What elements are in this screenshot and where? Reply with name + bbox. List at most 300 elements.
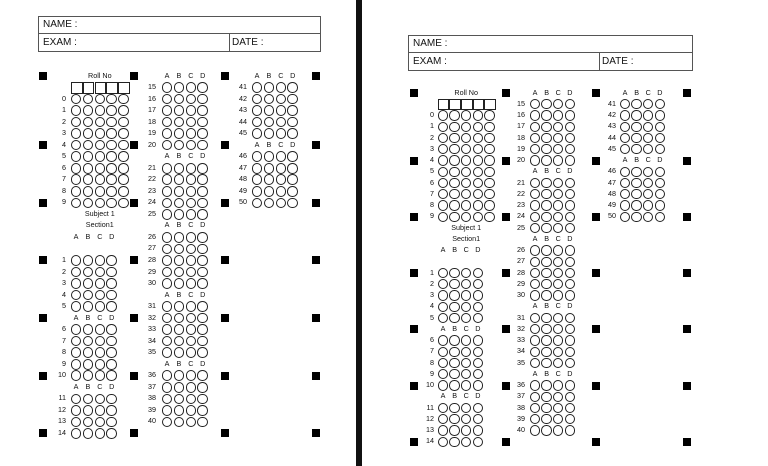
- question-49-bubble-a[interactable]: [252, 186, 263, 197]
- question-39-bubble-d[interactable]: [565, 414, 575, 424]
- roll-bubble[interactable]: [118, 151, 129, 162]
- question-17-bubble-a[interactable]: [162, 105, 173, 116]
- roll-bubble[interactable]: [438, 200, 448, 210]
- question-33-bubble-b[interactable]: [541, 335, 551, 345]
- question-12-bubble-c[interactable]: [95, 405, 106, 416]
- question-35-bubble-b[interactable]: [541, 358, 551, 368]
- roll-bubble[interactable]: [106, 186, 117, 197]
- question-28-bubble-c[interactable]: [553, 268, 563, 278]
- question-49-bubble-b[interactable]: [264, 186, 275, 197]
- question-8-bubble-c[interactable]: [95, 347, 106, 358]
- question-42-bubble-a[interactable]: [252, 94, 263, 105]
- question-10-bubble-b[interactable]: [449, 380, 459, 390]
- question-47-bubble-d[interactable]: [655, 178, 665, 188]
- question-7-bubble-a[interactable]: [71, 336, 82, 347]
- roll-bubble[interactable]: [473, 122, 483, 132]
- roll-entry-box[interactable]: [71, 82, 83, 94]
- question-1-bubble-b[interactable]: [83, 255, 94, 266]
- question-50-bubble-c[interactable]: [643, 212, 653, 222]
- question-39-bubble-c[interactable]: [553, 414, 563, 424]
- question-37-bubble-a[interactable]: [530, 392, 540, 402]
- question-1-bubble-d[interactable]: [106, 255, 117, 266]
- question-38-bubble-c[interactable]: [186, 394, 197, 405]
- question-29-bubble-b[interactable]: [174, 267, 185, 278]
- question-48-bubble-c[interactable]: [643, 189, 653, 199]
- question-29-bubble-c[interactable]: [553, 279, 563, 289]
- question-49-bubble-c[interactable]: [276, 186, 287, 197]
- roll-bubble[interactable]: [106, 94, 117, 105]
- roll-bubble[interactable]: [438, 155, 448, 165]
- question-27-bubble-d[interactable]: [565, 257, 575, 267]
- question-6-bubble-c[interactable]: [95, 324, 106, 335]
- question-15-bubble-d[interactable]: [565, 99, 575, 109]
- question-18-bubble-b[interactable]: [174, 117, 185, 128]
- question-33-bubble-d[interactable]: [197, 324, 208, 335]
- roll-bubble[interactable]: [484, 212, 494, 222]
- question-14-bubble-c[interactable]: [461, 437, 471, 447]
- question-5-bubble-b[interactable]: [83, 301, 94, 312]
- question-23-bubble-c[interactable]: [553, 200, 563, 210]
- question-22-bubble-a[interactable]: [162, 174, 173, 185]
- question-2-bubble-c[interactable]: [95, 267, 106, 278]
- roll-bubble[interactable]: [438, 122, 448, 132]
- question-43-bubble-a[interactable]: [620, 122, 630, 132]
- question-31-bubble-d[interactable]: [197, 301, 208, 312]
- question-39-bubble-a[interactable]: [530, 414, 540, 424]
- question-26-bubble-a[interactable]: [162, 232, 173, 243]
- roll-bubble[interactable]: [473, 167, 483, 177]
- question-8-bubble-d[interactable]: [106, 347, 117, 358]
- roll-bubble[interactable]: [106, 105, 117, 116]
- roll-bubble[interactable]: [118, 186, 129, 197]
- roll-bubble[interactable]: [461, 144, 471, 154]
- question-8-bubble-b[interactable]: [83, 347, 94, 358]
- question-45-bubble-d[interactable]: [655, 144, 665, 154]
- roll-bubble[interactable]: [461, 167, 471, 177]
- question-18-bubble-b[interactable]: [541, 133, 551, 143]
- question-21-bubble-c[interactable]: [553, 178, 563, 188]
- question-19-bubble-b[interactable]: [174, 128, 185, 139]
- question-14-bubble-c[interactable]: [95, 428, 106, 439]
- question-50-bubble-b[interactable]: [631, 212, 641, 222]
- question-33-bubble-d[interactable]: [565, 335, 575, 345]
- roll-bubble[interactable]: [118, 174, 129, 185]
- question-36-bubble-d[interactable]: [565, 380, 575, 390]
- question-14-bubble-d[interactable]: [473, 437, 483, 447]
- roll-bubble[interactable]: [473, 144, 483, 154]
- question-24-bubble-c[interactable]: [186, 198, 197, 209]
- question-21-bubble-d[interactable]: [565, 178, 575, 188]
- question-16-bubble-b[interactable]: [541, 110, 551, 120]
- question-15-bubble-c[interactable]: [553, 99, 563, 109]
- question-3-bubble-a[interactable]: [71, 278, 82, 289]
- roll-bubble[interactable]: [449, 144, 459, 154]
- question-7-bubble-b[interactable]: [449, 347, 459, 357]
- question-24-bubble-d[interactable]: [565, 212, 575, 222]
- question-22-bubble-c[interactable]: [186, 174, 197, 185]
- question-16-bubble-b[interactable]: [174, 94, 185, 105]
- question-35-bubble-a[interactable]: [162, 347, 173, 358]
- question-40-bubble-d[interactable]: [565, 425, 575, 435]
- roll-bubble[interactable]: [484, 144, 494, 154]
- question-6-bubble-c[interactable]: [461, 335, 471, 345]
- question-38-bubble-d[interactable]: [197, 394, 208, 405]
- question-38-bubble-c[interactable]: [553, 403, 563, 413]
- question-48-bubble-a[interactable]: [620, 189, 630, 199]
- question-18-bubble-c[interactable]: [186, 117, 197, 128]
- question-29-bubble-a[interactable]: [530, 279, 540, 289]
- question-9-bubble-a[interactable]: [438, 369, 448, 379]
- question-28-bubble-c[interactable]: [186, 255, 197, 266]
- question-47-bubble-c[interactable]: [276, 163, 287, 174]
- question-11-bubble-a[interactable]: [438, 403, 448, 413]
- question-45-bubble-c[interactable]: [276, 128, 287, 139]
- roll-bubble[interactable]: [449, 155, 459, 165]
- question-27-bubble-a[interactable]: [162, 244, 173, 255]
- question-7-bubble-d[interactable]: [473, 347, 483, 357]
- question-37-bubble-c[interactable]: [186, 382, 197, 393]
- roll-entry-box[interactable]: [484, 99, 496, 110]
- question-4-bubble-b[interactable]: [83, 290, 94, 301]
- question-8-bubble-a[interactable]: [71, 347, 82, 358]
- question-6-bubble-d[interactable]: [106, 324, 117, 335]
- question-17-bubble-c[interactable]: [186, 105, 197, 116]
- roll-bubble[interactable]: [106, 140, 117, 151]
- question-28-bubble-d[interactable]: [565, 268, 575, 278]
- roll-bubble[interactable]: [83, 117, 94, 128]
- question-4-bubble-b[interactable]: [449, 302, 459, 312]
- roll-bubble[interactable]: [438, 178, 448, 188]
- question-6-bubble-b[interactable]: [83, 324, 94, 335]
- question-46-bubble-d[interactable]: [655, 167, 665, 177]
- question-43-bubble-a[interactable]: [252, 105, 263, 116]
- question-26-bubble-a[interactable]: [530, 245, 540, 255]
- question-20-bubble-b[interactable]: [174, 140, 185, 151]
- question-15-bubble-c[interactable]: [186, 82, 197, 93]
- question-11-bubble-a[interactable]: [71, 394, 82, 405]
- roll-bubble[interactable]: [71, 94, 82, 105]
- question-20-bubble-a[interactable]: [530, 155, 540, 165]
- question-29-bubble-d[interactable]: [565, 279, 575, 289]
- question-6-bubble-a[interactable]: [71, 324, 82, 335]
- question-15-bubble-d[interactable]: [197, 82, 208, 93]
- question-23-bubble-a[interactable]: [162, 186, 173, 197]
- question-10-bubble-c[interactable]: [95, 370, 106, 381]
- question-2-bubble-a[interactable]: [438, 279, 448, 289]
- question-47-bubble-c[interactable]: [643, 178, 653, 188]
- roll-bubble[interactable]: [484, 167, 494, 177]
- roll-bubble[interactable]: [438, 144, 448, 154]
- roll-entry-box[interactable]: [461, 99, 473, 110]
- question-27-bubble-d[interactable]: [197, 244, 208, 255]
- roll-entry-box[interactable]: [473, 99, 485, 110]
- question-35-bubble-d[interactable]: [197, 347, 208, 358]
- question-33-bubble-a[interactable]: [530, 335, 540, 345]
- question-5-bubble-c[interactable]: [461, 313, 471, 323]
- roll-entry-box[interactable]: [106, 82, 118, 94]
- question-7-bubble-a[interactable]: [438, 347, 448, 357]
- question-5-bubble-c[interactable]: [95, 301, 106, 312]
- question-36-bubble-c[interactable]: [553, 380, 563, 390]
- question-37-bubble-c[interactable]: [553, 392, 563, 402]
- roll-bubble[interactable]: [484, 133, 494, 143]
- question-20-bubble-d[interactable]: [197, 140, 208, 151]
- question-42-bubble-a[interactable]: [620, 110, 630, 120]
- question-50-bubble-b[interactable]: [264, 198, 275, 209]
- roll-bubble[interactable]: [118, 94, 129, 105]
- question-43-bubble-d[interactable]: [287, 105, 298, 116]
- question-31-bubble-c[interactable]: [186, 301, 197, 312]
- roll-bubble[interactable]: [71, 198, 82, 209]
- roll-bubble[interactable]: [71, 186, 82, 197]
- question-9-bubble-a[interactable]: [71, 359, 82, 370]
- question-37-bubble-b[interactable]: [541, 392, 551, 402]
- question-17-bubble-b[interactable]: [541, 122, 551, 132]
- question-33-bubble-c[interactable]: [553, 335, 563, 345]
- question-32-bubble-b[interactable]: [174, 313, 185, 324]
- question-19-bubble-a[interactable]: [530, 144, 540, 154]
- question-35-bubble-c[interactable]: [186, 347, 197, 358]
- roll-bubble[interactable]: [83, 198, 94, 209]
- question-32-bubble-c[interactable]: [186, 313, 197, 324]
- roll-bubble[interactable]: [83, 140, 94, 151]
- roll-bubble[interactable]: [83, 128, 94, 139]
- roll-bubble[interactable]: [438, 167, 448, 177]
- question-2-bubble-a[interactable]: [71, 267, 82, 278]
- question-12-bubble-b[interactable]: [449, 414, 459, 424]
- question-41-bubble-d[interactable]: [655, 99, 665, 109]
- roll-bubble[interactable]: [83, 174, 94, 185]
- question-23-bubble-a[interactable]: [530, 200, 540, 210]
- question-29-bubble-a[interactable]: [162, 267, 173, 278]
- roll-bubble[interactable]: [118, 128, 129, 139]
- roll-bubble[interactable]: [484, 110, 494, 120]
- question-18-bubble-a[interactable]: [530, 133, 540, 143]
- roll-bubble[interactable]: [438, 133, 448, 143]
- roll-bubble[interactable]: [106, 174, 117, 185]
- roll-bubble[interactable]: [484, 200, 494, 210]
- roll-bubble[interactable]: [118, 105, 129, 116]
- roll-entry-box[interactable]: [83, 82, 95, 94]
- roll-bubble[interactable]: [95, 128, 106, 139]
- question-30-bubble-d[interactable]: [197, 278, 208, 289]
- question-32-bubble-d[interactable]: [197, 313, 208, 324]
- question-36-bubble-c[interactable]: [186, 370, 197, 381]
- question-47-bubble-d[interactable]: [287, 163, 298, 174]
- question-4-bubble-a[interactable]: [438, 302, 448, 312]
- roll-bubble[interactable]: [95, 186, 106, 197]
- roll-entry-box[interactable]: [118, 82, 130, 94]
- question-16-bubble-c[interactable]: [186, 94, 197, 105]
- question-34-bubble-c[interactable]: [553, 347, 563, 357]
- question-3-bubble-a[interactable]: [438, 290, 448, 300]
- question-25-bubble-b[interactable]: [541, 223, 551, 233]
- question-41-bubble-d[interactable]: [287, 82, 298, 93]
- question-12-bubble-c[interactable]: [461, 414, 471, 424]
- question-38-bubble-b[interactable]: [174, 394, 185, 405]
- question-43-bubble-b[interactable]: [631, 122, 641, 132]
- question-14-bubble-a[interactable]: [438, 437, 448, 447]
- roll-bubble[interactable]: [473, 110, 483, 120]
- question-13-bubble-b[interactable]: [449, 425, 459, 435]
- roll-bubble[interactable]: [473, 178, 483, 188]
- question-19-bubble-c[interactable]: [186, 128, 197, 139]
- question-1-bubble-a[interactable]: [438, 268, 448, 278]
- question-13-bubble-a[interactable]: [438, 425, 448, 435]
- roll-bubble[interactable]: [461, 155, 471, 165]
- roll-bubble[interactable]: [106, 198, 117, 209]
- question-33-bubble-b[interactable]: [174, 324, 185, 335]
- question-36-bubble-a[interactable]: [530, 380, 540, 390]
- question-44-bubble-d[interactable]: [287, 117, 298, 128]
- question-2-bubble-b[interactable]: [83, 267, 94, 278]
- question-31-bubble-c[interactable]: [553, 313, 563, 323]
- question-13-bubble-d[interactable]: [473, 425, 483, 435]
- roll-bubble[interactable]: [484, 178, 494, 188]
- question-36-bubble-d[interactable]: [197, 370, 208, 381]
- question-48-bubble-a[interactable]: [252, 174, 263, 185]
- question-34-bubble-c[interactable]: [186, 336, 197, 347]
- question-5-bubble-a[interactable]: [71, 301, 82, 312]
- roll-bubble[interactable]: [449, 133, 459, 143]
- question-35-bubble-a[interactable]: [530, 358, 540, 368]
- question-47-bubble-a[interactable]: [252, 163, 263, 174]
- question-20-bubble-c[interactable]: [553, 155, 563, 165]
- question-27-bubble-b[interactable]: [541, 257, 551, 267]
- question-7-bubble-c[interactable]: [95, 336, 106, 347]
- question-26-bubble-b[interactable]: [174, 232, 185, 243]
- roll-bubble[interactable]: [438, 189, 448, 199]
- question-17-bubble-a[interactable]: [530, 122, 540, 132]
- question-43-bubble-c[interactable]: [276, 105, 287, 116]
- question-4-bubble-c[interactable]: [95, 290, 106, 301]
- question-39-bubble-c[interactable]: [186, 405, 197, 416]
- question-24-bubble-d[interactable]: [197, 198, 208, 209]
- question-38-bubble-d[interactable]: [565, 403, 575, 413]
- question-16-bubble-a[interactable]: [530, 110, 540, 120]
- question-34-bubble-d[interactable]: [565, 347, 575, 357]
- question-40-bubble-b[interactable]: [541, 425, 551, 435]
- roll-bubble[interactable]: [461, 212, 471, 222]
- question-11-bubble-d[interactable]: [106, 394, 117, 405]
- roll-bubble[interactable]: [83, 186, 94, 197]
- question-35-bubble-d[interactable]: [565, 358, 575, 368]
- question-18-bubble-d[interactable]: [565, 133, 575, 143]
- name-field[interactable]: [409, 36, 692, 53]
- question-50-bubble-c[interactable]: [276, 198, 287, 209]
- question-1-bubble-c[interactable]: [461, 268, 471, 278]
- roll-bubble[interactable]: [106, 128, 117, 139]
- question-45-bubble-b[interactable]: [631, 144, 641, 154]
- question-48-bubble-b[interactable]: [631, 189, 641, 199]
- question-25-bubble-c[interactable]: [186, 209, 197, 220]
- question-7-bubble-c[interactable]: [461, 347, 471, 357]
- question-40-bubble-c[interactable]: [186, 417, 197, 428]
- question-41-bubble-a[interactable]: [252, 82, 263, 93]
- question-41-bubble-a[interactable]: [620, 99, 630, 109]
- exam-field[interactable]: [39, 34, 320, 51]
- roll-bubble[interactable]: [71, 140, 82, 151]
- question-3-bubble-b[interactable]: [449, 290, 459, 300]
- roll-bubble[interactable]: [118, 198, 129, 209]
- question-21-bubble-b[interactable]: [541, 178, 551, 188]
- question-48-bubble-d[interactable]: [655, 189, 665, 199]
- question-35-bubble-b[interactable]: [174, 347, 185, 358]
- question-42-bubble-b[interactable]: [264, 94, 275, 105]
- question-20-bubble-d[interactable]: [565, 155, 575, 165]
- question-19-bubble-b[interactable]: [541, 144, 551, 154]
- question-3-bubble-c[interactable]: [95, 278, 106, 289]
- question-11-bubble-c[interactable]: [95, 394, 106, 405]
- question-30-bubble-d[interactable]: [565, 290, 575, 300]
- question-28-bubble-d[interactable]: [197, 255, 208, 266]
- question-30-bubble-b[interactable]: [541, 290, 551, 300]
- question-46-bubble-a[interactable]: [620, 167, 630, 177]
- question-40-bubble-d[interactable]: [197, 417, 208, 428]
- question-36-bubble-b[interactable]: [174, 370, 185, 381]
- question-12-bubble-d[interactable]: [106, 405, 117, 416]
- question-18-bubble-c[interactable]: [553, 133, 563, 143]
- roll-entry-box[interactable]: [95, 82, 107, 94]
- question-3-bubble-d[interactable]: [473, 290, 483, 300]
- question-34-bubble-b[interactable]: [541, 347, 551, 357]
- question-12-bubble-b[interactable]: [83, 405, 94, 416]
- question-15-bubble-b[interactable]: [174, 82, 185, 93]
- question-22-bubble-c[interactable]: [553, 189, 563, 199]
- roll-entry-box[interactable]: [438, 99, 450, 110]
- roll-bubble[interactable]: [95, 94, 106, 105]
- roll-bubble[interactable]: [449, 189, 459, 199]
- question-17-bubble-b[interactable]: [174, 105, 185, 116]
- question-42-bubble-b[interactable]: [631, 110, 641, 120]
- roll-bubble[interactable]: [449, 167, 459, 177]
- question-16-bubble-a[interactable]: [162, 94, 173, 105]
- question-49-bubble-d[interactable]: [287, 186, 298, 197]
- question-29-bubble-c[interactable]: [186, 267, 197, 278]
- question-10-bubble-a[interactable]: [71, 370, 82, 381]
- question-46-bubble-d[interactable]: [287, 151, 298, 162]
- question-2-bubble-d[interactable]: [473, 279, 483, 289]
- roll-bubble[interactable]: [71, 151, 82, 162]
- roll-bubble[interactable]: [449, 122, 459, 132]
- question-48-bubble-b[interactable]: [264, 174, 275, 185]
- question-33-bubble-a[interactable]: [162, 324, 173, 335]
- question-10-bubble-b[interactable]: [83, 370, 94, 381]
- question-11-bubble-b[interactable]: [83, 394, 94, 405]
- question-25-bubble-c[interactable]: [553, 223, 563, 233]
- roll-bubble[interactable]: [449, 200, 459, 210]
- question-23-bubble-d[interactable]: [565, 200, 575, 210]
- question-34-bubble-b[interactable]: [174, 336, 185, 347]
- question-6-bubble-b[interactable]: [449, 335, 459, 345]
- question-16-bubble-d[interactable]: [197, 94, 208, 105]
- question-9-bubble-d[interactable]: [473, 369, 483, 379]
- date-field[interactable]: [599, 53, 633, 70]
- question-43-bubble-c[interactable]: [643, 122, 653, 132]
- question-17-bubble-d[interactable]: [565, 122, 575, 132]
- roll-bubble[interactable]: [473, 200, 483, 210]
- roll-bubble[interactable]: [71, 117, 82, 128]
- question-19-bubble-d[interactable]: [565, 144, 575, 154]
- question-3-bubble-b[interactable]: [83, 278, 94, 289]
- question-27-bubble-b[interactable]: [174, 244, 185, 255]
- question-6-bubble-a[interactable]: [438, 335, 448, 345]
- roll-bubble[interactable]: [95, 140, 106, 151]
- question-32-bubble-d[interactable]: [565, 324, 575, 334]
- roll-bubble[interactable]: [461, 178, 471, 188]
- roll-bubble[interactable]: [438, 110, 448, 120]
- question-42-bubble-c[interactable]: [276, 94, 287, 105]
